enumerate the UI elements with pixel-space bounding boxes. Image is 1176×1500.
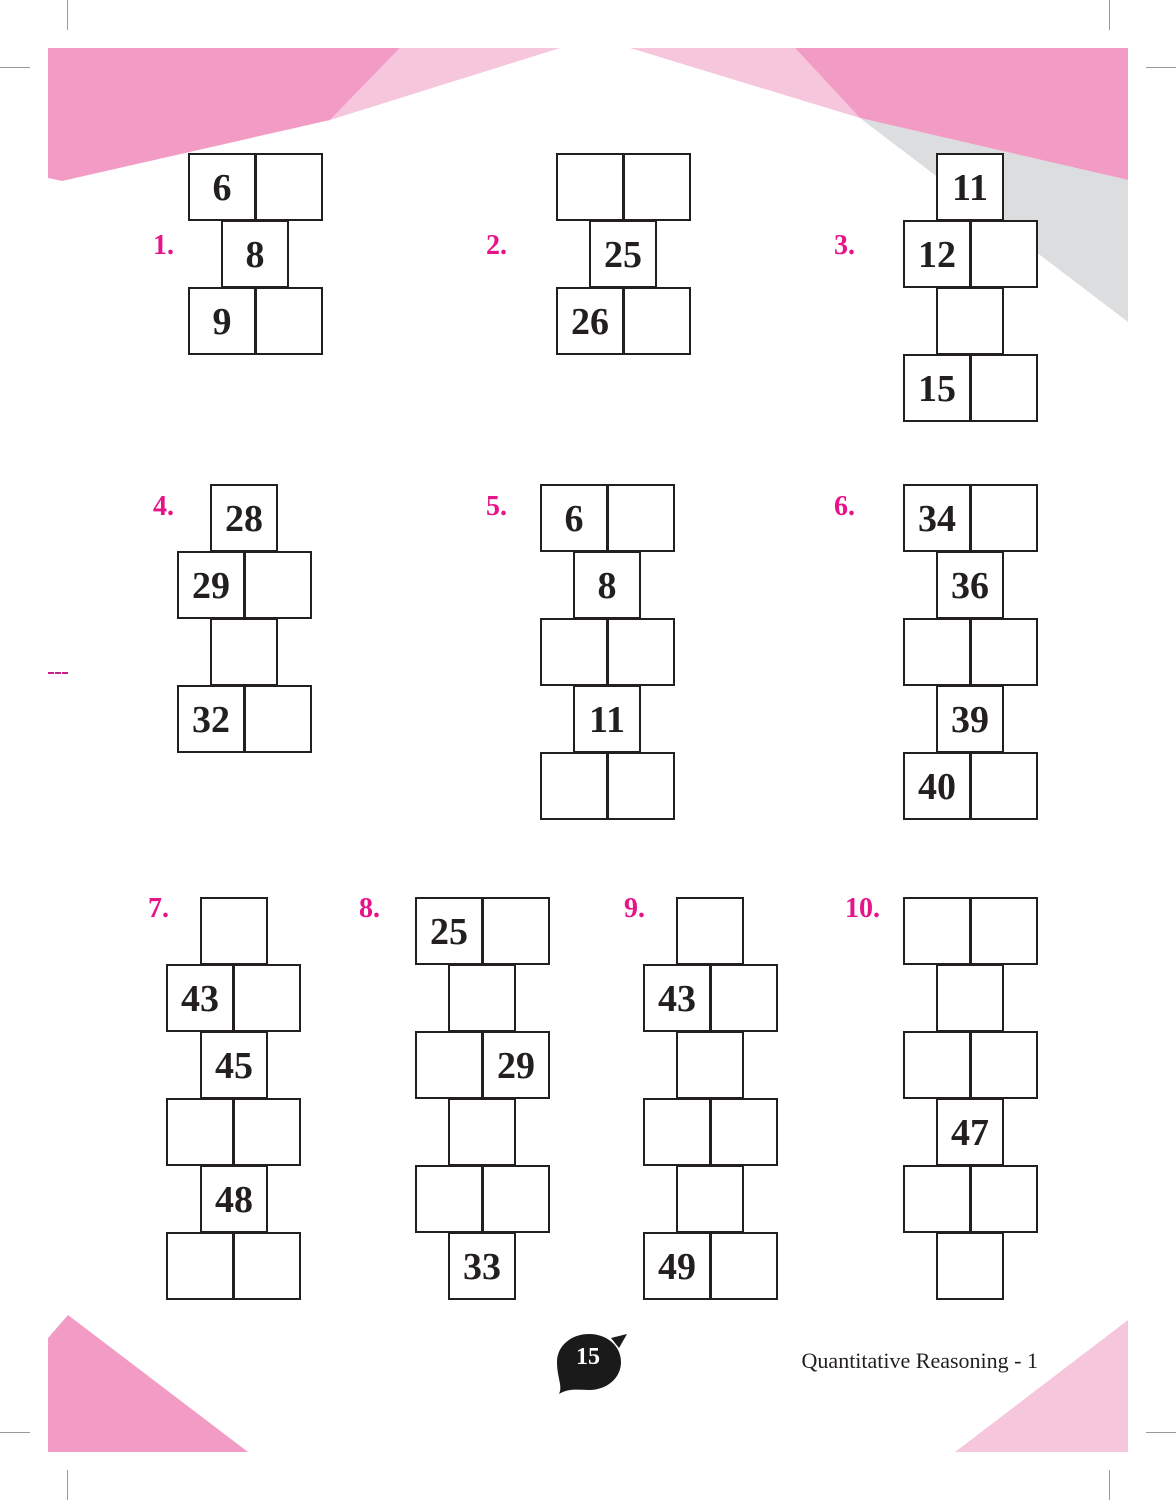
answer-cell[interactable] [166, 1232, 234, 1300]
question-number: 10. [845, 893, 880, 924]
grid-cell: 15 [903, 354, 971, 422]
answer-cell[interactable] [448, 1098, 516, 1166]
grid-cell: 6 [540, 484, 608, 552]
answer-cell[interactable] [255, 287, 323, 355]
question-number: 2. [486, 230, 507, 261]
answer-cell[interactable] [903, 618, 971, 686]
grid-cell: 45 [200, 1031, 268, 1099]
grid-cell: 28 [210, 484, 278, 552]
grid-cell: 39 [936, 685, 1004, 753]
answer-cell[interactable] [970, 752, 1038, 820]
answer-cell[interactable] [255, 153, 323, 221]
grid-cell: 25 [589, 220, 657, 288]
answer-cell[interactable] [607, 752, 675, 820]
answer-cell[interactable] [482, 897, 550, 965]
answer-cell[interactable] [166, 1098, 234, 1166]
answer-cell[interactable] [556, 153, 624, 221]
grid-cell: 9 [188, 287, 256, 355]
answer-cell[interactable] [540, 618, 608, 686]
grid-cell: 36 [936, 551, 1004, 619]
answer-cell[interactable] [415, 1165, 483, 1233]
grid-cell: 32 [177, 685, 245, 753]
answer-cell[interactable] [970, 1031, 1038, 1099]
answer-cell[interactable] [903, 897, 971, 965]
answer-cell[interactable] [200, 897, 268, 965]
answer-cell[interactable] [623, 287, 691, 355]
page-number: 15 [576, 1344, 600, 1370]
answer-cell[interactable] [970, 897, 1038, 965]
answer-cell[interactable] [540, 752, 608, 820]
question-number: 6. [834, 491, 855, 522]
answer-cell[interactable] [970, 220, 1038, 288]
answer-cell[interactable] [233, 964, 301, 1032]
answer-cell[interactable] [607, 618, 675, 686]
answer-cell[interactable] [415, 1031, 483, 1099]
grid-cell: 11 [573, 685, 641, 753]
question-number: 4. [153, 491, 174, 522]
grid-cell: 43 [643, 964, 711, 1032]
grid-cell: 8 [573, 551, 641, 619]
pink-triangle-bottom-left [48, 1315, 248, 1452]
question-number: 1. [153, 230, 174, 261]
grid-cell: 29 [177, 551, 245, 619]
grid-cell: 26 [556, 287, 624, 355]
grid-cell: 33 [448, 1232, 516, 1300]
answer-cell[interactable] [936, 1232, 1004, 1300]
answer-cell[interactable] [903, 1165, 971, 1233]
question-number: 9. [624, 893, 645, 924]
answer-cell[interactable] [482, 1165, 550, 1233]
answer-cell[interactable] [970, 354, 1038, 422]
grid-cell: 48 [200, 1165, 268, 1233]
question-number: 7. [148, 893, 169, 924]
grid-cell: 43 [166, 964, 234, 1032]
answer-cell[interactable] [710, 1098, 778, 1166]
answer-cell[interactable] [710, 1232, 778, 1300]
grid-cell: 29 [482, 1031, 550, 1099]
answer-cell[interactable] [233, 1098, 301, 1166]
grid-cell: 25 [415, 897, 483, 965]
answer-cell[interactable] [244, 685, 312, 753]
answer-cell[interactable] [710, 964, 778, 1032]
answer-cell[interactable] [210, 618, 278, 686]
grid-cell: 34 [903, 484, 971, 552]
book-title: Quantitative Reasoning - 1 [801, 1348, 1038, 1373]
pink-light-triangle-bottom-right [955, 1320, 1128, 1452]
grid-cell: 47 [936, 1098, 1004, 1166]
answer-cell[interactable] [643, 1098, 711, 1166]
dash-mark [48, 672, 68, 674]
answer-cell[interactable] [936, 287, 1004, 355]
grid-cell: 8 [221, 220, 289, 288]
grid-cell: 40 [903, 752, 971, 820]
grid-cell: 12 [903, 220, 971, 288]
answer-cell[interactable] [607, 484, 675, 552]
answer-cell[interactable] [244, 551, 312, 619]
answer-cell[interactable] [970, 484, 1038, 552]
grid-cell: 11 [936, 153, 1004, 221]
question-number: 8. [359, 893, 380, 924]
answer-cell[interactable] [903, 1031, 971, 1099]
grid-cell: 6 [188, 153, 256, 221]
answer-cell[interactable] [676, 897, 744, 965]
question-number: 5. [486, 491, 507, 522]
answer-cell[interactable] [623, 153, 691, 221]
answer-cell[interactable] [970, 618, 1038, 686]
answer-cell[interactable] [936, 964, 1004, 1032]
grid-cell: 49 [643, 1232, 711, 1300]
answer-cell[interactable] [448, 964, 516, 1032]
answer-cell[interactable] [970, 1165, 1038, 1233]
answer-cell[interactable] [676, 1165, 744, 1233]
answer-cell[interactable] [233, 1232, 301, 1300]
question-number: 3. [834, 230, 855, 261]
answer-cell[interactable] [676, 1031, 744, 1099]
